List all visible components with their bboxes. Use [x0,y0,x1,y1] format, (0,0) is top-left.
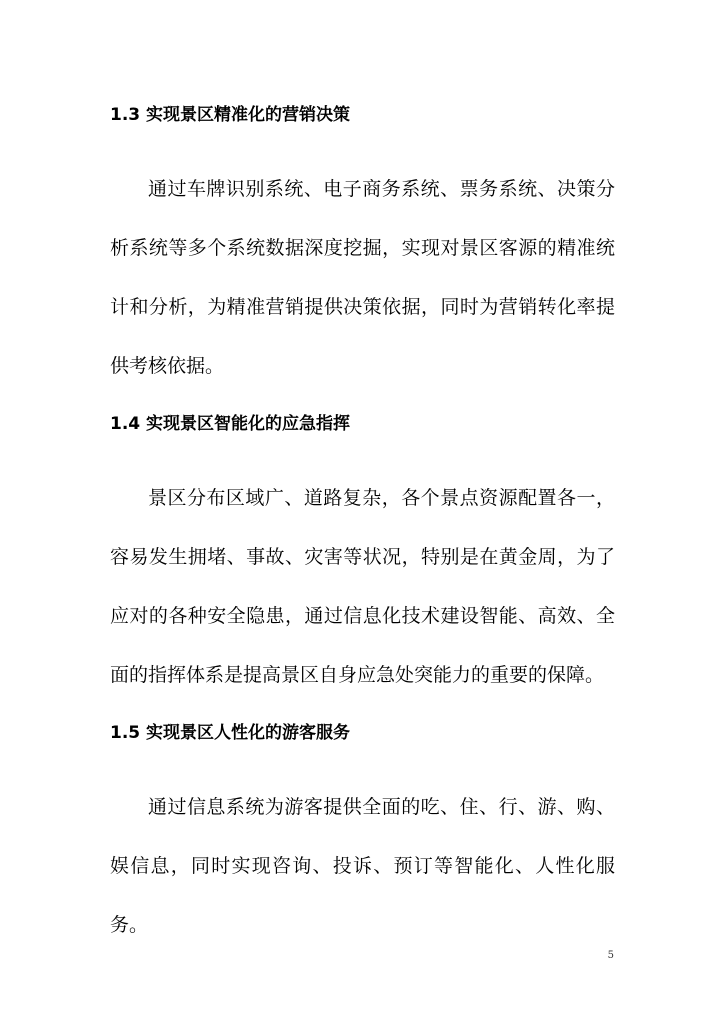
section-paragraph-1-5: 通过信息系统为游客提供全面的吃、住、行、游、购、娱信息，同时实现咨询、投诉、预订等智能化、人性化服务。 [110,796,615,936]
section-paragraph-1-4: 景区分布区域广、道路复杂，各个景点资源配置各一，容易发生拥堵、事故、灾害等状况，特别是在黄金周，为了应对的各种安全隐患，通过信息化技术建设智能、高效、全面的指挥体系是提高景区自身应急处突能力的重要的保障。 [110,487,615,686]
section-paragraph-1-3: 通过车牌识别系统、电子商务系统、票务系统、决策分析系统等多个系统数据深度挖掘，实现对景区客源的精准统计和分析，为精准营销提供决策依据，同时为营销转化率提供考核依据。 [110,178,615,377]
section-heading-1-4: 1.4 实现景区智能化的应急指挥 [110,414,351,434]
page-number: 5 [607,950,614,961]
section-heading-1-5: 1.5 实现景区人性化的游客服务 [110,723,351,743]
section-heading-1-3: 1.3 实现景区精准化的营销决策 [110,105,351,125]
